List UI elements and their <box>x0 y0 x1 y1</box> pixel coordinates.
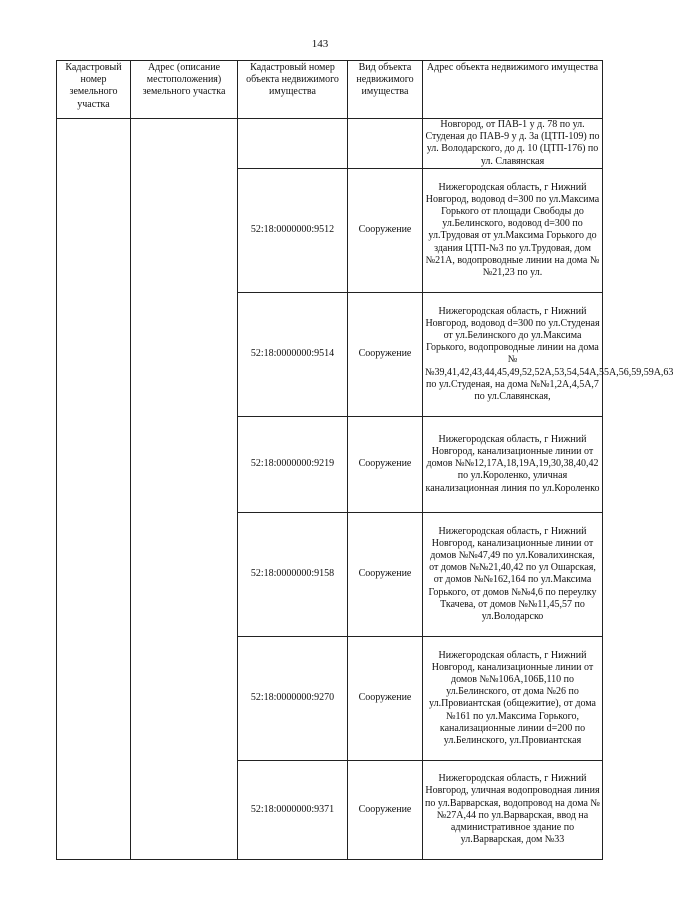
cell-object-cadastral: 52:18:0000000:9219 <box>238 416 348 512</box>
cell-object-cadastral: 52:18:0000000:9512 <box>238 168 348 292</box>
cell-object-address: Нижегородская область, г Нижний Новгород, канализационные линии от домов №№106А,106Б,110 по ул.Белинского, от дома №26 по ул.Провиантская (общежитие), от дома №161 по ул.Максима Горького, канализационные линии d=200 по ул.Белинского, ул.Провиантская <box>423 636 603 760</box>
cell-object-address: Нижегородская область, г Нижний Новгород, водовод d=300 по ул.Студеная от ул.Белинского до ул.Максима Горького, водопроводные линии на дома №№39,41,42,43,44,45,49,52,52А,53,54,54А,55А,56,59,59А,63 по ул.Студеная, на дома №№1,2А,4,5А,7 по ул.Славянская, <box>423 292 603 416</box>
header-object-type: Вид объекта недвижимого имущества <box>348 61 423 119</box>
header-object-cadastral: Кадастровый номер объекта недвижимого имущества <box>238 61 348 119</box>
cell-land-cadastral <box>57 119 131 860</box>
cell-object-address: Нижегородская область, г Нижний Новгород, водовод d=300 по ул.Максима Горького от площади Свободы до ул.Белинского, водовод d=300 по ул.Трудовая от ул.Максима Горького до здания ЦТП-№3 по ул.Трудовая, дом №21А, водопроводные линии на дома №№21,23 по ул. <box>423 168 603 292</box>
table-row <box>57 119 603 169</box>
table-header-row <box>57 61 603 119</box>
page-number: 143 <box>311 38 329 50</box>
cell-object-cadastral: 52:18:0000000:9270 <box>238 636 348 760</box>
cell-object-type: Сооружение <box>348 636 423 760</box>
cell-land-address <box>131 119 238 860</box>
cell-object-type: Сооружение <box>348 760 423 859</box>
cell-object-cadastral: 52:18:0000000:9371 <box>238 760 348 859</box>
cell-object-type: Сооружение <box>348 512 423 636</box>
cell-object-address: Новгород, от ПАВ-1 у д. 78 по ул. Студеная до ПАВ-9 у д. 3а (ЦТП-109) по ул. Володарского, до д. 10 (ЦТП-176) по ул. Славянская <box>423 119 603 169</box>
cell-object-address: Нижегородская область, г Нижний Новгород, канализационные линии от домов №№12,17А,18,19А,19,30,38,40,42 по ул.Короленко, уличная канализационная линия по ул.Короленко <box>423 416 603 512</box>
cell-object-address: Нижегородская область, г Нижний Новгород, канализационные линии от домов №№47,49 по ул.Ковалихинская, от домов №№21,40,42 по ул Ошарская, от домов №№162,164 по ул.Максима Горького, от домов №№4,6 по переулку Ткачева, от домов №№11,45,57 по ул.Володарско <box>423 512 603 636</box>
cell-object-cadastral: 52:18:0000000:9158 <box>238 512 348 636</box>
cell-object-address: Нижегородская область, г Нижний Новгород, уличная водопроводная линия по ул.Варварская, водопровод на дома №№27А,44 по ул.Варварская, ввод на административное здание по ул.Варварская, дом №33 <box>423 760 603 859</box>
cell-object-cadastral: 52:18:0000000:9514 <box>238 292 348 416</box>
header-object-address: Адрес объекта недвижимого имущества <box>423 61 603 119</box>
header-land-address: Адрес (описание местоположения) земельного участка <box>131 61 238 119</box>
cell-object-type <box>348 119 423 169</box>
header-land-cadastral: Кадастровый номер земельного участка <box>57 61 131 119</box>
cell-object-type: Сооружение <box>348 292 423 416</box>
cell-object-type: Сооружение <box>348 416 423 512</box>
cell-object-cadastral <box>238 119 348 169</box>
cell-object-type: Сооружение <box>348 168 423 292</box>
registry-table <box>56 60 673 860</box>
